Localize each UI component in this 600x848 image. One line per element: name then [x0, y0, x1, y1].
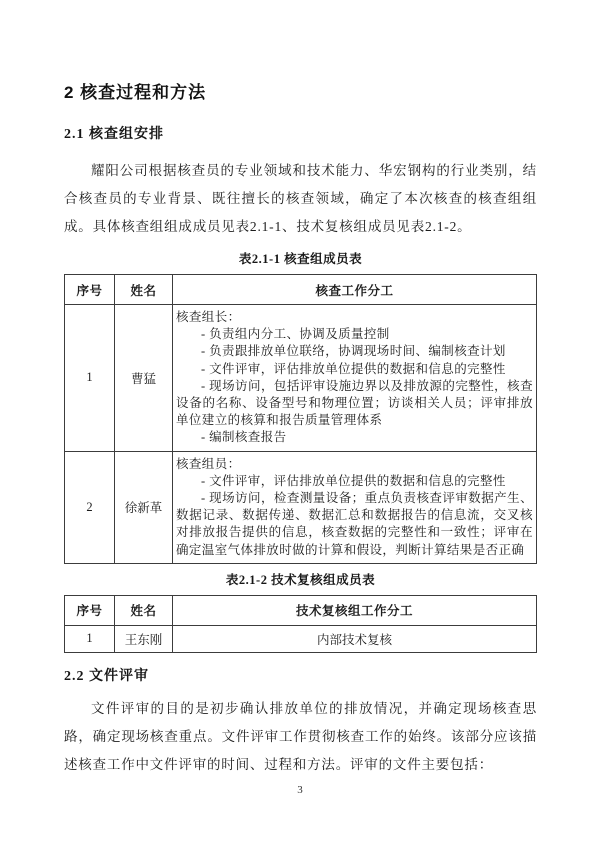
- technical-review-table: [64, 595, 537, 653]
- table-row: [65, 305, 537, 452]
- intro-paragraph: 耀阳公司根据核查员的专业领域和技术能力、华宏钢构的行业类别，结合核查员的专业背景、既往擅长的核查领域，确定了本次核查的核查组组成。具体核查组组成成员见表2.1-1、技术复核组成员见表2.1-2。: [64, 163, 537, 234]
- duty-item: - 编制核查报告: [201, 430, 287, 445]
- col-header-serial: 序号: [65, 275, 115, 305]
- duty-cell: [173, 305, 537, 452]
- table-row: [65, 451, 537, 563]
- col-header-serial: 序号: [65, 595, 115, 625]
- name-cell: 曹猛: [115, 305, 173, 452]
- role-label: 核查组长：: [176, 310, 241, 324]
- name-cell: 徐新革: [115, 451, 173, 563]
- subsection-heading-2-1: 2.1 核查组安排: [64, 127, 164, 142]
- table-2-1-1-caption: 表2.1-1 核查组成员表: [238, 252, 363, 266]
- col-header-duty: 技术复核组工作分工: [173, 595, 537, 625]
- table-row: [65, 625, 537, 652]
- table-header-row: [65, 595, 537, 625]
- duty-item: - 现场访问，包括评审设施边界以及排放源的完整性，核查设备的名称、设备型号和物理位置；访谈相关人员；评审排放单位建立的核算和报告质量管理体系: [176, 378, 533, 428]
- serial-cell: 1: [65, 305, 115, 452]
- role-label: 核查组员：: [176, 456, 241, 471]
- col-header-duty: 核查工作分工: [173, 275, 537, 305]
- table-header-row: [65, 275, 537, 305]
- col-header-name: 姓名: [115, 595, 173, 625]
- subsection-heading-2-2: 2.2 文件评审: [64, 668, 149, 684]
- table-2-1-2-caption: 表2.1-2 技术复核组成员表: [225, 572, 376, 587]
- duty-item: - 负责组内分工、协调及质量控制: [201, 327, 390, 342]
- page-number: 3: [297, 784, 303, 796]
- duty-item: - 负责跟排放单位联络，协调现场时间、编制核查计划: [201, 344, 506, 359]
- col-header-name: 姓名: [115, 275, 173, 305]
- duty-item: - 文件评审，评估排放单位提供的数据和信息的完整性: [201, 473, 506, 488]
- duty-cell: [173, 451, 537, 563]
- name-cell: 王东刚: [115, 625, 173, 652]
- serial-cell: 2: [65, 451, 115, 563]
- duty-item: - 文件评审，评估排放单位提供的数据和信息的完整性: [201, 361, 506, 376]
- document-review-paragraph: 文件评审的目的是初步确认排放单位的排放情况，并确定现场核查思路，确定现场核查重点。文件评审工作贯彻核查工作的始终。该部分应该描述核查工作中文件评审的时间、过程和方法。评审的文件主要包括：: [64, 700, 537, 772]
- duty-cell: 内部技术复核: [173, 625, 537, 652]
- serial-cell: 1: [65, 625, 115, 652]
- duty-item: - 现场访问，检查测量设备；重点负责核查评审数据产生、数据记录、数据传递、数据汇总和数据报告的信息流，交叉核对排放报告提供的信息，核查数据的完整性和一致性；评审在确定温室气体排放时做的计算和假设，判断计算结果是否正确: [176, 491, 533, 557]
- verification-team-table: [64, 274, 537, 564]
- section-heading: 2 核查过程和方法: [64, 83, 207, 102]
